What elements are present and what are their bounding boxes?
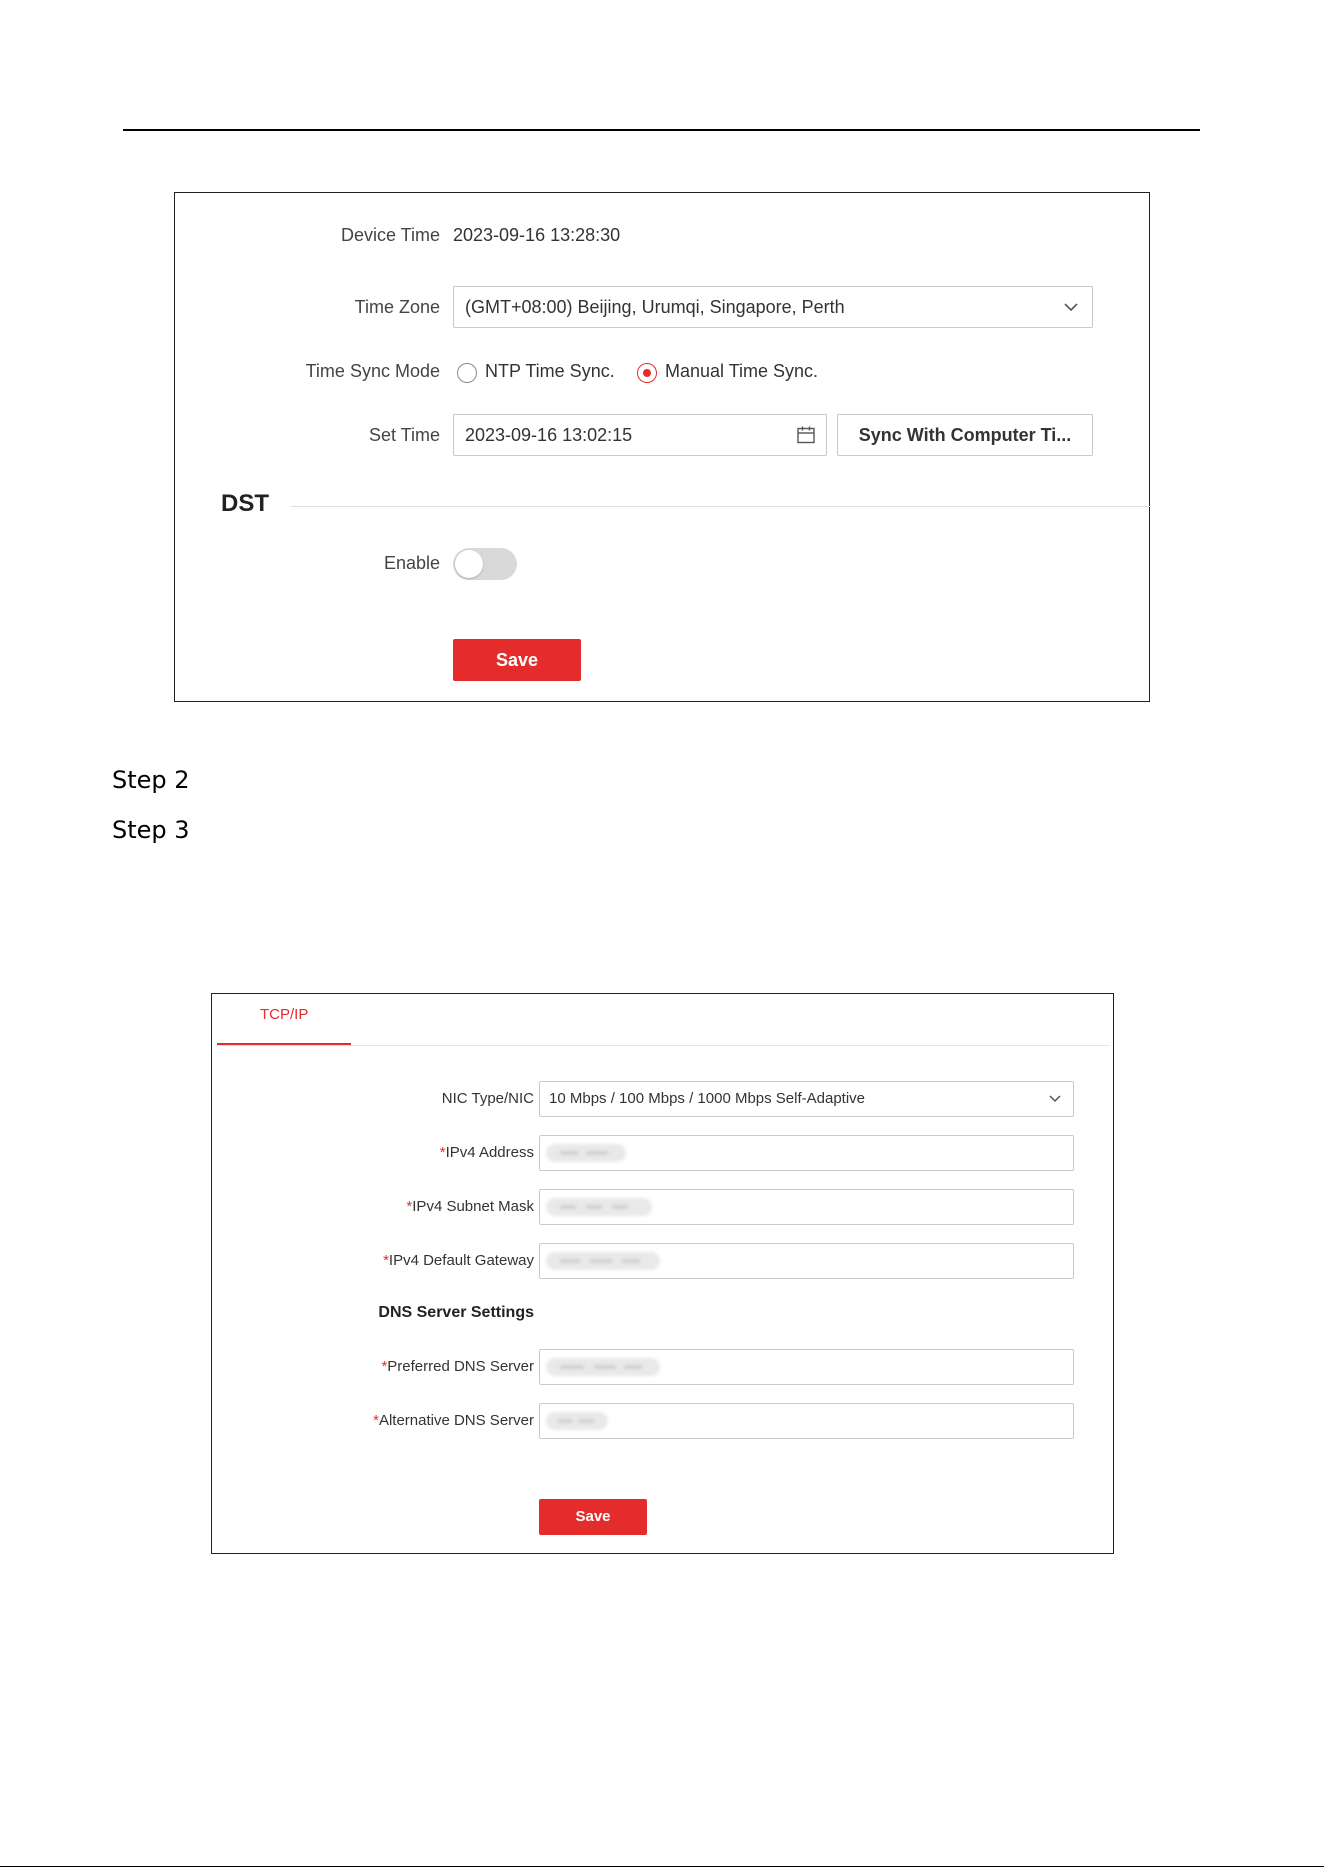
ipv4-address-input[interactable] — [539, 1135, 1074, 1171]
set-time-value: 2023-09-16 13:02:15 — [465, 425, 633, 445]
ipv4-default-gateway-input[interactable] — [539, 1243, 1074, 1279]
tab-tcpip[interactable]: TCP/IP — [260, 1006, 309, 1023]
set-time-label: Set Time — [368, 425, 440, 445]
step-2-label: Step 2 — [112, 766, 190, 794]
time-settings-panel — [174, 192, 1150, 702]
nic-type-select[interactable] — [539, 1081, 1074, 1117]
device-time-label: Device Time — [340, 225, 440, 245]
device-time-value: 2023-09-16 13:28:30 — [453, 225, 621, 245]
dst-enable-toggle[interactable] — [453, 548, 517, 580]
footer-rule — [0, 1866, 1324, 1867]
redacted-value — [546, 1252, 660, 1270]
ntp-time-sync-radio[interactable] — [457, 363, 477, 383]
time-zone-label: Time Zone — [354, 297, 440, 317]
time-zone-select[interactable] — [453, 286, 1093, 328]
sync-with-computer-time-button[interactable]: Sync With Computer Ti... — [837, 414, 1093, 456]
redacted-value — [546, 1358, 660, 1376]
dst-enable-label: Enable — [383, 553, 440, 573]
dst-divider — [291, 506, 1151, 507]
time-sync-mode-label: Time Sync Mode — [305, 361, 440, 381]
tab-divider — [217, 1045, 1110, 1046]
redacted-value — [546, 1412, 608, 1430]
ipv4-default-gateway-label: *IPv4 Default Gateway — [383, 1252, 534, 1269]
chevron-down-icon — [1047, 1091, 1063, 1107]
step-3-label: Step 3 — [112, 816, 190, 844]
header-rule — [123, 129, 1200, 131]
manual-time-sync-radio[interactable] — [637, 363, 657, 383]
dst-section-title: DST — [221, 490, 269, 517]
tcpip-settings-panel — [211, 993, 1114, 1554]
ipv4-address-label: *IPv4 Address — [439, 1144, 534, 1161]
redacted-value — [546, 1144, 626, 1162]
redacted-value — [546, 1198, 652, 1216]
preferred-dns-label: *Preferred DNS Server — [381, 1358, 534, 1375]
nic-type-label: NIC Type/NIC — [441, 1090, 534, 1107]
save-button[interactable]: Save — [453, 639, 581, 681]
set-time-input[interactable] — [453, 414, 827, 456]
ntp-time-sync-label[interactable]: NTP Time Sync. — [485, 361, 615, 381]
required-mark: * — [439, 1144, 446, 1161]
alternative-dns-label: *Alternative DNS Server — [373, 1412, 534, 1429]
toggle-knob — [455, 550, 483, 578]
ipv4-subnet-mask-input[interactable] — [539, 1189, 1074, 1225]
time-zone-value: (GMT+08:00) Beijing, Urumqi, Singapore, Perth — [465, 297, 845, 317]
manual-time-sync-label[interactable]: Manual Time Sync. — [665, 361, 819, 381]
chevron-down-icon — [1062, 298, 1080, 316]
alternative-dns-input[interactable] — [539, 1403, 1074, 1439]
dns-server-settings-title: DNS Server Settings — [378, 1304, 534, 1321]
preferred-dns-input[interactable] — [539, 1349, 1074, 1385]
ipv4-subnet-mask-label: *IPv4 Subnet Mask — [406, 1198, 534, 1215]
nic-type-value: 10 Mbps / 100 Mbps / 1000 Mbps Self-Adaptive — [549, 1090, 866, 1107]
save-button[interactable]: Save — [539, 1499, 647, 1535]
calendar-icon[interactable] — [796, 425, 816, 445]
